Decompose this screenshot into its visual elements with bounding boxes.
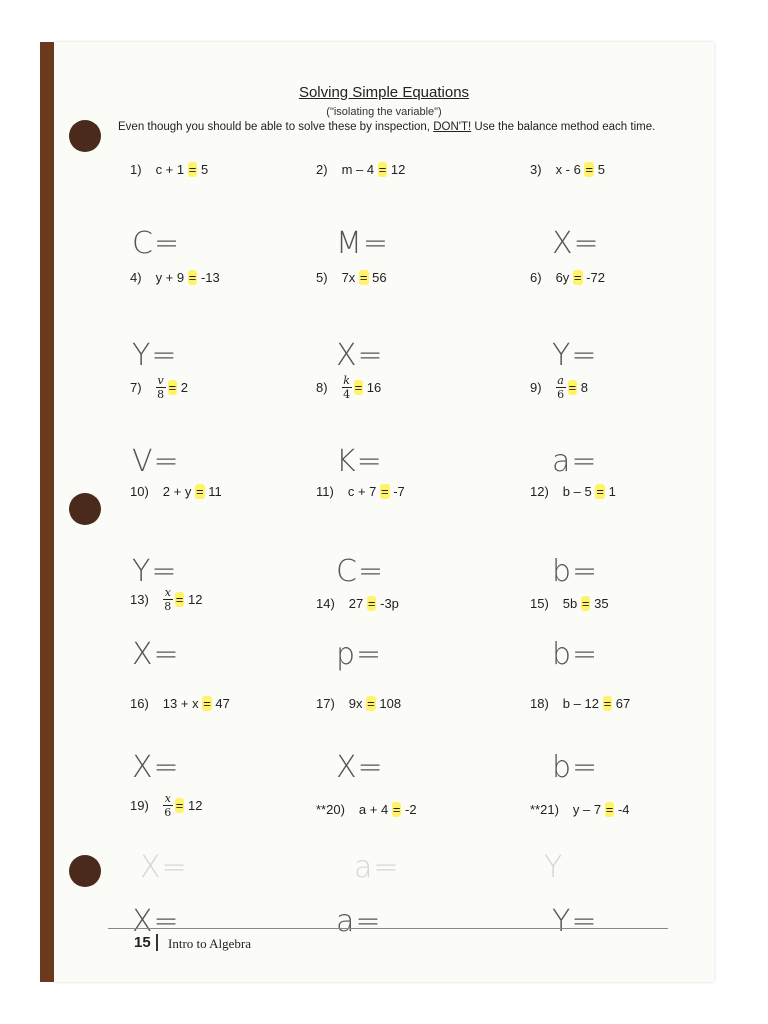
equation-right: 5 (200, 162, 209, 177)
equation-right: -4 (617, 802, 630, 817)
instructions-pre: Even though you should be able to solve these by inspection, (118, 121, 430, 133)
page-title: Solving Simple Equations (298, 84, 470, 101)
equation-left: m – 4 (341, 162, 375, 177)
problem-12 (530, 484, 616, 499)
equation-left: x - 6 (555, 162, 581, 177)
fraction-numerator: x (164, 792, 171, 805)
highlighted-equals: = (175, 798, 184, 813)
equation-left: c + 7 (347, 484, 377, 499)
equation-left: y + 9 (155, 270, 185, 285)
fraction (163, 586, 173, 613)
equation-right: 12 (188, 592, 203, 607)
equation-left: 5b (562, 596, 578, 611)
highlighted-equals: = (568, 380, 577, 395)
handwritten-answer-17: X= (336, 750, 384, 785)
problem-20 (316, 802, 417, 817)
problem-number: 12) (530, 484, 549, 499)
problem-18 (530, 696, 630, 711)
problem-21 (530, 802, 630, 817)
problem-4 (130, 270, 220, 285)
problem-number: 17) (316, 696, 335, 711)
problem-2 (316, 162, 405, 177)
equation-right: -13 (200, 270, 220, 285)
problem-number: 16) (130, 696, 149, 711)
highlighted-equals: = (392, 802, 401, 817)
footer-book-title: Intro to Algebra (168, 936, 252, 951)
fraction-numerator: v (157, 374, 164, 387)
equation-left: b – 5 (562, 484, 592, 499)
faint-mark-2: a= (354, 850, 400, 885)
equation-left: 9x (348, 696, 363, 711)
equation-left: b – 12 (562, 696, 599, 711)
equation-right: 11 (208, 484, 222, 499)
handwritten-answer-21: Y= (552, 904, 598, 939)
fraction-denominator: 6 (164, 806, 172, 819)
problem-number: **20) (316, 802, 345, 817)
highlighted-equals: = (585, 162, 594, 177)
fraction-numerator: x (164, 586, 171, 599)
fraction-denominator: 4 (343, 388, 351, 401)
problem-number: 3) (530, 162, 542, 177)
problem-number: **21) (530, 802, 559, 817)
equation-right: 47 (215, 696, 230, 711)
handwritten-answer-14: p= (336, 637, 383, 672)
equation-right: -7 (393, 484, 405, 499)
equation-right: 1 (608, 484, 616, 499)
equation-right: 35 (594, 596, 609, 611)
problem-number: 14) (316, 596, 335, 611)
instructions-dont: DON'T! (433, 121, 472, 133)
handwritten-answer-20: a= (336, 904, 382, 939)
highlighted-equals: = (195, 484, 204, 499)
highlighted-equals: = (596, 484, 604, 499)
problem-19 (130, 792, 202, 819)
equation-right: -3p (380, 596, 399, 611)
equation-left: a + 4 (358, 802, 389, 817)
handwritten-answer-15: b= (552, 637, 599, 672)
problem-number: 18) (530, 696, 549, 711)
equation-left: c + 1 (155, 162, 185, 177)
highlighted-equals: = (203, 696, 211, 711)
highlighted-equals: = (367, 596, 376, 611)
equation-right: -72 (586, 270, 605, 285)
faint-mark-3: Y (544, 850, 564, 885)
instructions-post: Use the balance method each time. (474, 121, 656, 133)
equation-right: 16 (366, 380, 382, 395)
equation-right: 8 (580, 380, 589, 395)
problem-number: 13) (130, 592, 149, 607)
highlighted-equals: = (573, 270, 582, 285)
handwritten-answer-2: M= (336, 226, 390, 261)
problem-1 (130, 162, 208, 177)
equation-left: 7x (341, 270, 356, 285)
problem-number: 9) (530, 380, 542, 395)
highlighted-equals: = (188, 270, 197, 285)
fraction-numerator: k (343, 374, 350, 387)
problem-number: 2) (316, 162, 328, 177)
problem-17 (316, 696, 401, 711)
fraction (556, 374, 566, 401)
problem-15 (530, 596, 609, 611)
problem-number: 8) (316, 380, 328, 395)
equation-right: 5 (597, 162, 605, 177)
equation-left: 13 + x (162, 696, 199, 711)
highlighted-equals: = (168, 380, 177, 395)
equation-right: 12 (390, 162, 406, 177)
handwritten-answer-19: X= (132, 904, 180, 939)
highlighted-equals: = (603, 696, 612, 711)
problem-number: 5) (316, 270, 328, 285)
problem-5 (316, 270, 387, 285)
punch-hole-middle (69, 493, 101, 525)
fraction (163, 792, 173, 819)
highlighted-equals: = (381, 484, 389, 499)
highlighted-equals: = (359, 270, 368, 285)
handwritten-answer-18: b= (552, 750, 599, 785)
punch-hole-top (69, 120, 101, 152)
instructions (118, 121, 655, 133)
binder-edge (40, 42, 54, 982)
fraction-denominator: 8 (157, 388, 165, 401)
fraction (156, 374, 166, 401)
handwritten-answer-9: a= (552, 444, 598, 479)
footer-rule (108, 928, 668, 929)
highlighted-equals: = (581, 596, 590, 611)
problem-8 (316, 374, 381, 401)
highlighted-equals: = (605, 802, 614, 817)
footer-page-number: 15 (134, 934, 158, 951)
handwritten-answer-12: b= (552, 554, 599, 589)
equation-right: -2 (405, 802, 417, 817)
faint-mark-1: X= (140, 850, 188, 885)
fraction-denominator: 6 (557, 388, 565, 401)
handwritten-answer-10: Y= (132, 554, 178, 589)
handwritten-answer-5: X= (336, 338, 384, 373)
problem-11 (316, 484, 405, 499)
handwritten-answer-1: C= (132, 226, 181, 261)
page-subtitle: ("isolating the variable") (326, 106, 442, 118)
highlighted-equals: = (188, 162, 197, 177)
equation-right: 12 (188, 798, 203, 813)
problem-number: 15) (530, 596, 549, 611)
problem-number: 1) (130, 162, 142, 177)
equation-right: 67 (615, 696, 631, 711)
problem-number: 19) (130, 798, 149, 813)
problem-13 (130, 586, 202, 613)
handwritten-answer-7: V= (132, 444, 180, 479)
equation-left: 2 + y (162, 484, 192, 499)
problem-6 (530, 270, 605, 285)
handwritten-answer-13: X= (132, 637, 180, 672)
handwritten-answer-3: X= (552, 226, 600, 261)
equation-right: 2 (180, 380, 189, 395)
problem-10 (130, 484, 222, 499)
highlighted-equals: = (354, 380, 363, 395)
handwritten-answer-6: Y= (552, 338, 598, 373)
problem-14 (316, 596, 399, 611)
problem-number: 11) (316, 484, 334, 499)
highlighted-equals: = (378, 162, 387, 177)
fraction (342, 374, 352, 401)
handwritten-answer-11: C= (336, 554, 385, 589)
worksheet-page (54, 42, 714, 982)
handwritten-answer-16: X= (132, 750, 180, 785)
problem-3 (530, 162, 605, 177)
highlighted-equals: = (175, 592, 184, 607)
handwritten-answer-8: K= (336, 444, 383, 479)
problem-7 (130, 374, 188, 401)
fraction-numerator: a (557, 374, 564, 387)
equation-left: 6y (555, 270, 570, 285)
handwritten-answer-4: Y= (132, 338, 178, 373)
problem-number: 10) (130, 484, 149, 499)
problem-number: 6) (530, 270, 542, 285)
equation-right: 56 (372, 270, 387, 285)
problem-number: 7) (130, 380, 142, 395)
highlighted-equals: = (367, 696, 375, 711)
problem-16 (130, 696, 230, 711)
equation-left: y – 7 (572, 802, 602, 817)
problem-number: 4) (130, 270, 142, 285)
equation-left: 27 (348, 596, 364, 611)
fraction-denominator: 8 (164, 600, 172, 613)
equation-right: 108 (379, 696, 402, 711)
punch-hole-bottom (69, 855, 101, 887)
problem-9 (530, 374, 588, 401)
